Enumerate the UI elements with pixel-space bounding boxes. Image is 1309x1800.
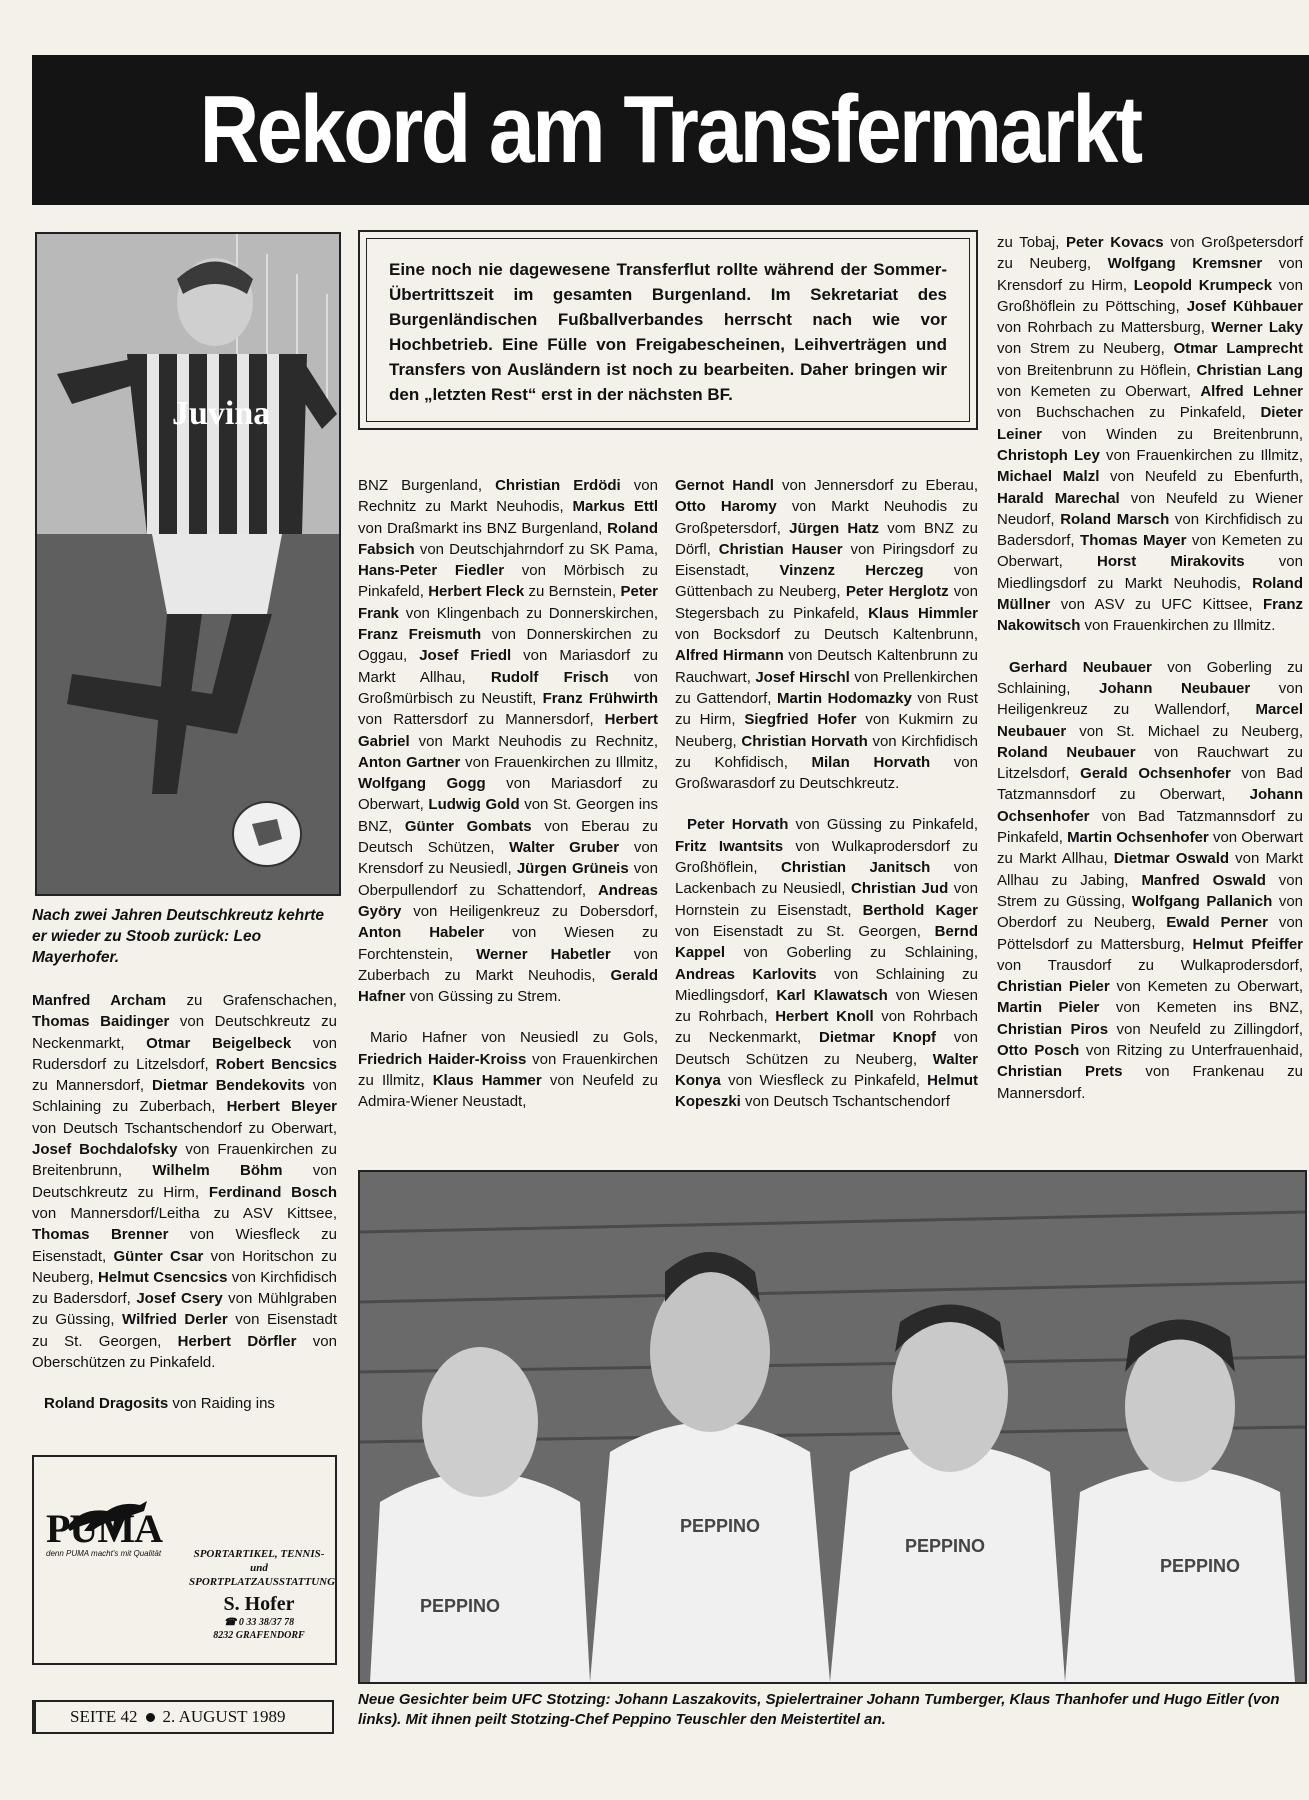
player-photo-caption: Nach zwei Jahren Deutschkreutz kehrte er wieder zu Stoob zurück: Leo Mayerhofer. bbox=[32, 907, 325, 966]
shirt-text-1: PEPPINO bbox=[420, 1596, 501, 1616]
shirt-text-4: PEPPINO bbox=[1160, 1556, 1241, 1576]
article-paragraph: Gerhard Neubauer von Goberling zu Schlaining, Johann Neubauer von Heiligenkreuz zu Wallendorf, Marcel Neubauer von St. Michael zu Neuberg, Roland Neubauer von Rauchwart zu Litzelsdorf, Gerald Ochsenhofer von Bad Tatzmannsdorf zu Oberwart, Johann Ochsenhofer von Bad Tatzmannsdorf zu Pinkafeld, Martin Ochsenhofer von Oberwart zu Markt Allhau, Dietmar Oswald von Markt Allhau zu Jabing, Manfred Oswald von Strem zu Güssing, Wolfgang Pallanich von Oberdorf zu Neuberg, Ewald Perner von Pöttelsdorf zu Mattersburg, Helmut Pfeiffer von Trausdorf zu Wulkaprodersdorf, Christian Pieler von Kemeten zu Oberwart, Martin Pieler von Kemeten ins BNZ, Christian Piros von Neufeld zu Zillingdorf, Otto Posch von Ritzing zu Unterfrauenhaid, Christian Prets von Frankenau zu Mannersdorf. bbox=[997, 658, 1304, 1102]
article-paragraph: zu Tobaj, Peter Kovacs von Großpetersdorf zu Neuberg, Wolfgang Kremsner von Krensdorf zu Hirm, Leopold Krumpeck von Großhöflein zu Pöttsching, Josef Kühbauer von Rohrbach zu Mattersburg, Werner Laky von Strem zu Neuberg, Otmar Lamprecht von Breitenbrunn zu Höflein, Christian Lang von Kemeten zu Oberwart, Alfred Lehner von Buchschachen zu Pinkafeld, Dieter Leiner von Winden zu Breitenbrunn, Christoph Ley von Frauenkirchen zu Illmitz, Michael Malzl von Neufeld zu Ebenfurth, Harald Marechal von Neufeld zu Wiener Neudorf, Roland Marsch von Kirchfidisch zu Badersdorf, Thomas Mayer von Kemeten zu Oberwart, Horst Mirakovits von Miedlingsdorf zu Markt Neuhodis, Roland Müllner von ASV zu UFC Kittsee, Franz Nakowitsch von Frauenkirchen zu Illmitz. bbox=[997, 234, 1304, 635]
team-photo-caption: Neue Gesichter beim UFC Stotzing: Johann Laszakovits, Spielertrainer Johann Tumberger, Klaus Thanhofer und Hugo Eitler (von links). Mit ihnen peilt Stotzing-Chef Peppino Teuschler den Meistertitel an. bbox=[358, 1691, 1280, 1728]
article-column-1 bbox=[32, 990, 337, 1435]
ad-service-3: SPORTPLATZAUSSTATTUNG bbox=[189, 1576, 336, 1588]
ad-details bbox=[189, 1547, 336, 1642]
article-paragraph: BNZ Burgenland, Christian Erdödi von Rechnitz zu Markt Neuhodis, Markus Ettl von Draßmarkt ins BNZ Burgenland, Roland Fabsich von Deutschjahrndorf zu SK Pama, Hans-Peter Fiedler von Mörbisch zu Pinkafeld, Herbert Fleck zu Bernstein, Peter Frank von Klingenbach zu Donnerskirchen, Franz Freismuth von Donnerskirchen zu Oggau, Josef Friedl von Mariasdorf zu Markt Allhau, Rudolf Frisch von Großmürbisch zu Neustift, Franz Frühwirth von Rattersdorf zu Mannersdorf, Herbert Gabriel von Markt Neuhodis zu Rechnitz, Anton Gartner von Frauenkirchen zu Illmitz, Wolfgang Gogg von Mariasdorf zu Oberwart, Ludwig Gold von St. Georgen ins BNZ, Günter Gombats von Eberau zu Deutsch Schützen, Walter Gruber von Krensdorf zu Neusiedl, Jürgen Grüneis von Oberpullendorf zu Schattendorf, Andreas Györy von Heiligenkreuz zu Dobersdorf, Anton Habeler von Wiesen zu Forchtenstein, Werner Habetler von Zuberbach zu Markt Neuhodis, Gerald Hafner von Güssing zu Strem. bbox=[358, 477, 659, 1006]
ad-address: 8232 GRAFENDORF bbox=[213, 1630, 305, 1641]
puma-slogan: denn PUMA macht's mit Qualität bbox=[46, 1549, 162, 1558]
ad-service-1: SPORTARTIKEL, TENNIS- bbox=[193, 1548, 325, 1560]
article-column-3 bbox=[675, 475, 978, 1133]
page-number: SEITE 42 bbox=[70, 1707, 138, 1726]
puma-advertisement bbox=[32, 1455, 337, 1665]
article-column-2 bbox=[358, 475, 658, 1133]
ad-service-2: und bbox=[250, 1562, 268, 1574]
player-photo bbox=[35, 232, 341, 896]
article-paragraph: Gernot Handl von Jennersdorf zu Eberau, Otto Haromy von Markt Neuhodis zu Großpetersdorf, Jürgen Hatz vom BNZ zu Dörfl, Christian Hauser von Piringsdorf zu Eisenstadt, Vinzenz Herczeg von Güttenbach zu Neuberg, Peter Herglotz von Stegersbach zu Pinkafeld, Klaus Himmler von Bocksdorf zu Deutsch Kaltenbrunn, Alfred Hirmann von Deutsch Kaltenbrunn zu Rauchwart, Josef Hirschl von Prellenkirchen zu Gattendorf, Martin Hodomazky von Rust zu Hirm, Siegfried Hofer von Kukmirn zu Neuberg, Christian Horvath von Kirchfidisch zu Kohfidisch, Milan Horvath von Großwarasdorf zu Deutschkreutz. bbox=[675, 477, 979, 793]
bullet-icon bbox=[146, 1713, 155, 1722]
article-paragraph: Peter Horvath von Güssing zu Pinkafeld, Fritz Iwantsits von Wulkaprodersdorf zu Großhöflein, Christian Janitsch von Lackenbach zu Neusiedl, Christian Jud von Hornstein zu Eisenstadt, Berthold Kager von Eisenstadt zu St. Georgen, Bernd Kappel von Goberling zu Schlaining, Andreas Karlovits von Schlaining zu Miedlingsdorf, Karl Klawatsch von Wiesen zu Rohrbach, Herbert Knoll von Rohrbach zu Neckenmarkt, Dietmar Knopf von Deutsch Schützen zu Neuberg, Walter Konya von Wiesfleck zu Pinkafeld, Helmut Kopeszki von Deutsch Tschantschendorf bbox=[675, 816, 979, 1111]
puma-logo-text: PUMA bbox=[46, 1506, 162, 1551]
page-footer bbox=[32, 1700, 334, 1734]
ad-phone: ☎ 0 33 38/37 78 bbox=[223, 1617, 295, 1628]
article-paragraph: Mario Hafner von Neusiedl zu Gols, Friedrich Haider-Kroiss von Frauenkirchen zu Illmitz, Klaus Hammer von Neufeld zu Admira-Wiener Neustadt, bbox=[358, 1029, 658, 1111]
shirt-text-3: PEPPINO bbox=[905, 1536, 986, 1556]
intro-box bbox=[358, 230, 978, 430]
article-paragraph: Manfred Archam zu Grafenschachen, Thomas Baidinger von Deutschkreutz zu Neckenmarkt, Otmar Beigelbeck von Rudersdorf zu Litzelsdorf, Robert Bencsics zu Mannersdorf, Dietmar Bendekovits von Schlaining zu Zuberbach, Herbert Bleyer von Deutsch Tschantschendorf zu Oberwart, Josef Bochdalofsky von Frauenkirchen zu Breitenbrunn, Wilhelm Böhm von Deutschkreutz zu Hirm, Ferdinand Bosch von Mannersdorf/Leitha zu ASV Kittsee, Thomas Brenner von Wiesfleck zu Eisenstadt, Günter Csar von Horitschon zu Neuberg, Helmut Csencsics von Kirchfidisch zu Badersdorf, Josef Csery von Mühlgraben zu Güssing, Wilfried Derler von Eisenstadt zu St. Georgen, Herbert Dörfler von Oberschützen zu Pinkafeld. bbox=[32, 992, 338, 1372]
shirt-text-2: PEPPINO bbox=[680, 1516, 761, 1536]
article-paragraph: Roland Dragosits von Raiding ins bbox=[44, 1395, 275, 1413]
headline: Rekord am Transfermarkt bbox=[200, 76, 1141, 183]
issue-date: 2. AUGUST 1989 bbox=[162, 1707, 286, 1726]
ad-shop-name: S. Hofer bbox=[223, 1593, 295, 1615]
article-column-4 bbox=[997, 232, 1303, 1124]
shirt-sponsor-text: Juvina bbox=[172, 395, 271, 432]
headline-bar bbox=[32, 55, 1309, 205]
intro-text: Eine noch nie dagewesene Transferflut rollte während der Sommer-Übertrittszeit im gesamten Burgenland. Im Sekretariat des Burgenländischen Fußballverbandes herrscht nach wie vor Hochbetrieb. Eine Fülle von Freigabescheinen, Leihverträgen und Transfers von Ausländern ist noch zu bearbeiten. Daher bringen wir den „letzten Rest“ erst in der nächsten BF. bbox=[366, 238, 970, 422]
team-photo bbox=[358, 1170, 1307, 1684]
